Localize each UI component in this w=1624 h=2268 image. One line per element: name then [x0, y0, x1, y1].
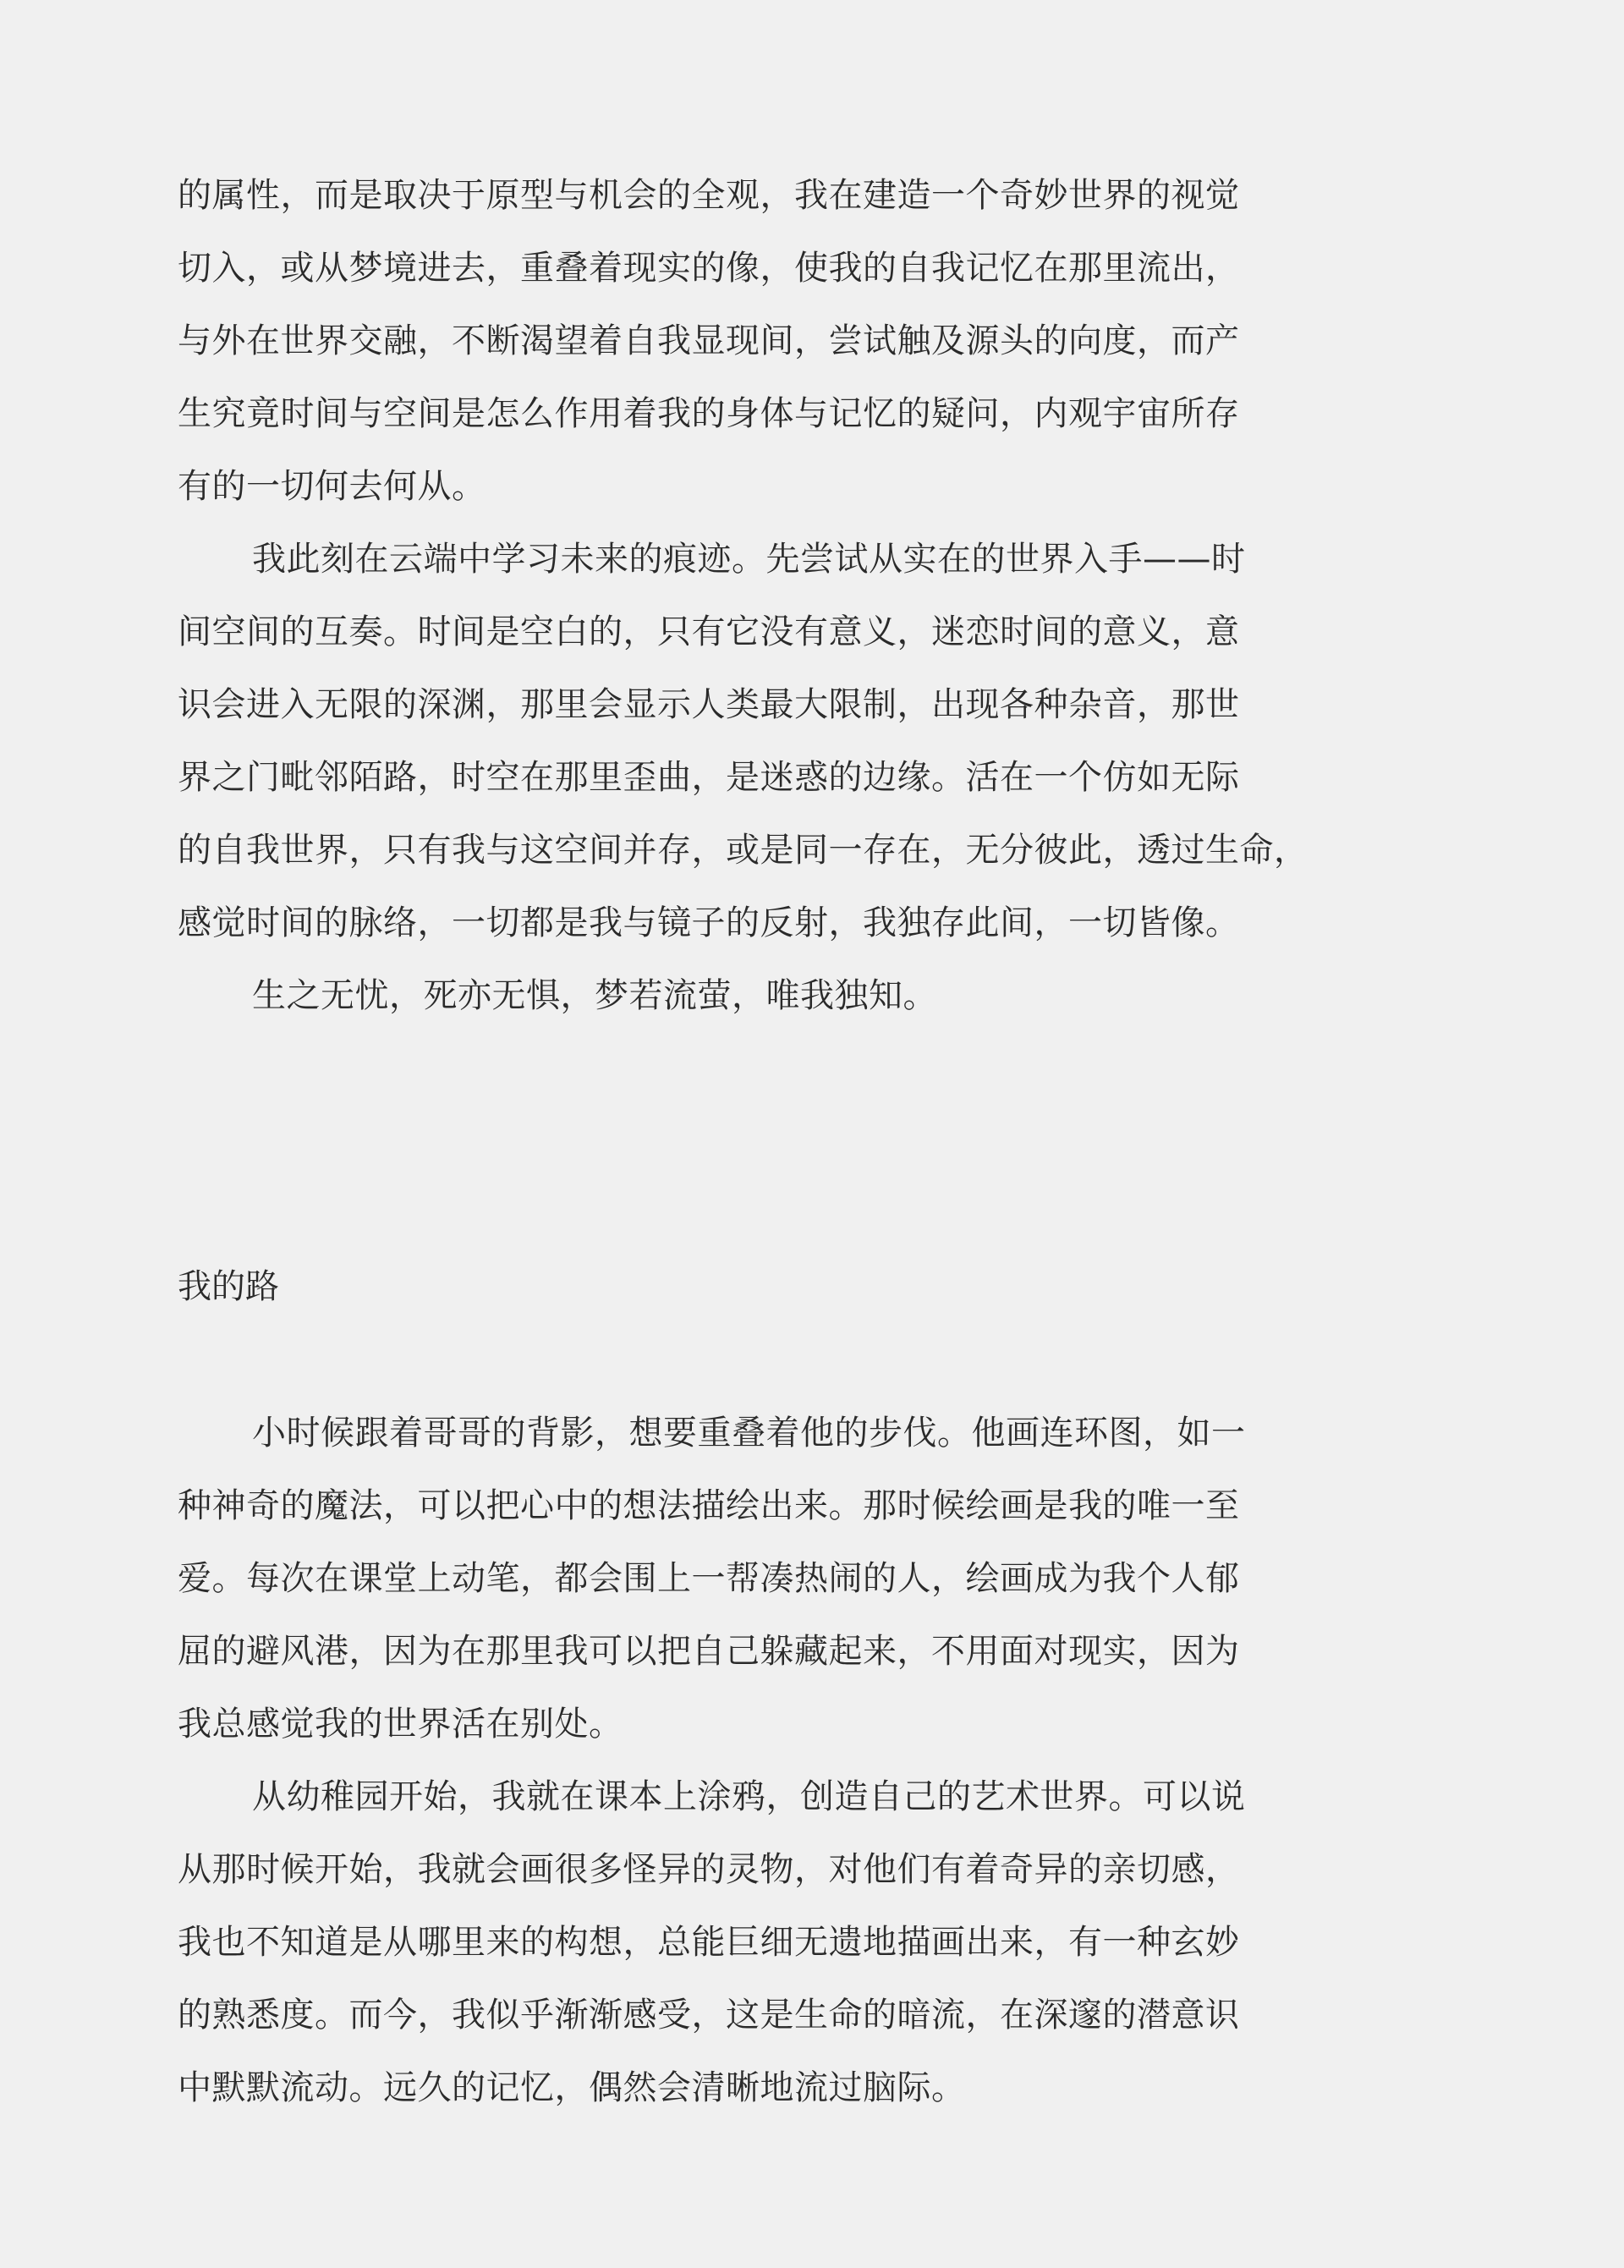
- text-line: 种神奇的魔法，可以把心中的想法描绘出来。那时候绘画是我的唯一至: [178, 1486, 1240, 1525]
- section-heading: 我的路: [178, 1267, 279, 1306]
- text-line: 生究竟时间与空间是怎么作用着我的身体与记忆的疑问，内观宇宙所存: [178, 394, 1240, 433]
- text-line: 我总感觉我的世界活在别处。: [178, 1705, 623, 1744]
- text-line: 的属性，而是取决于原型与机会的全观，我在建造一个奇妙世界的视觉: [178, 176, 1240, 215]
- paragraph-block-1: [178, 159, 1309, 1032]
- text-line: 有的一切何去何从。: [178, 467, 486, 506]
- text-line: 小时候跟着哥哥的背影，想要重叠着他的步伐。他画连环图，如一: [252, 1414, 1246, 1453]
- text-line: 切入，或从梦境进去，重叠着现实的像，使我的自我记忆在那里流出，: [178, 249, 1240, 288]
- text-line: 从幼稚园开始，我就在课本上涂鸦，创造自己的艺术世界。可以说: [252, 1777, 1246, 1816]
- text-line: 爱。每次在课堂上动笔，都会围上一帮凑热闹的人，绘画成为我个人郁: [178, 1559, 1240, 1598]
- text-line: 界之门毗邻陌路，时空在那里歪曲，是迷惑的边缘。活在一个仿如无际: [178, 758, 1240, 797]
- text-line: 从那时候开始，我就会画很多怪异的灵物，对他们有着奇异的亲切感，: [178, 1850, 1240, 1889]
- text-line: 感觉时间的脉络，一切都是我与镜子的反射，我独存此间，一切皆像。: [178, 903, 1240, 942]
- text-line: 我此刻在云端中学习未来的痕迹。先尝试从实在的世界入手——时: [252, 540, 1246, 579]
- text-line: 的自我世界，只有我与这空间并存，或是同一存在，无分彼此，透过生命，: [178, 831, 1309, 870]
- text-line: 屈的避风港，因为在那里我可以把自己躲藏起来，不用面对现实，因为: [178, 1632, 1240, 1671]
- text-line: 生之无忧，死亦无惧，梦若流萤，唯我独知。: [252, 976, 937, 1015]
- paragraph-block-2: [178, 1397, 1246, 2124]
- text-line: 的熟悉度。而今，我似乎渐渐感受，这是生命的暗流，在深邃的潜意识: [178, 1996, 1240, 2035]
- text-line: 间空间的互奏。时间是空白的，只有它没有意义，迷恋时间的意义，意: [178, 612, 1240, 651]
- text-line: 中默默流动。远久的记忆，偶然会清晰地流过脑际。: [178, 2068, 966, 2107]
- text-line: 与外在世界交融，不断渴望着自我显现间，尝试触及源头的向度，而产: [178, 321, 1240, 360]
- text-line: 识会进入无限的深渊，那里会显示人类最大限制，出现各种杂音，那世: [178, 685, 1240, 724]
- text-line: 我也不知道是从哪里来的构想，总能巨细无遗地描画出来，有一种玄妙: [178, 1923, 1240, 1962]
